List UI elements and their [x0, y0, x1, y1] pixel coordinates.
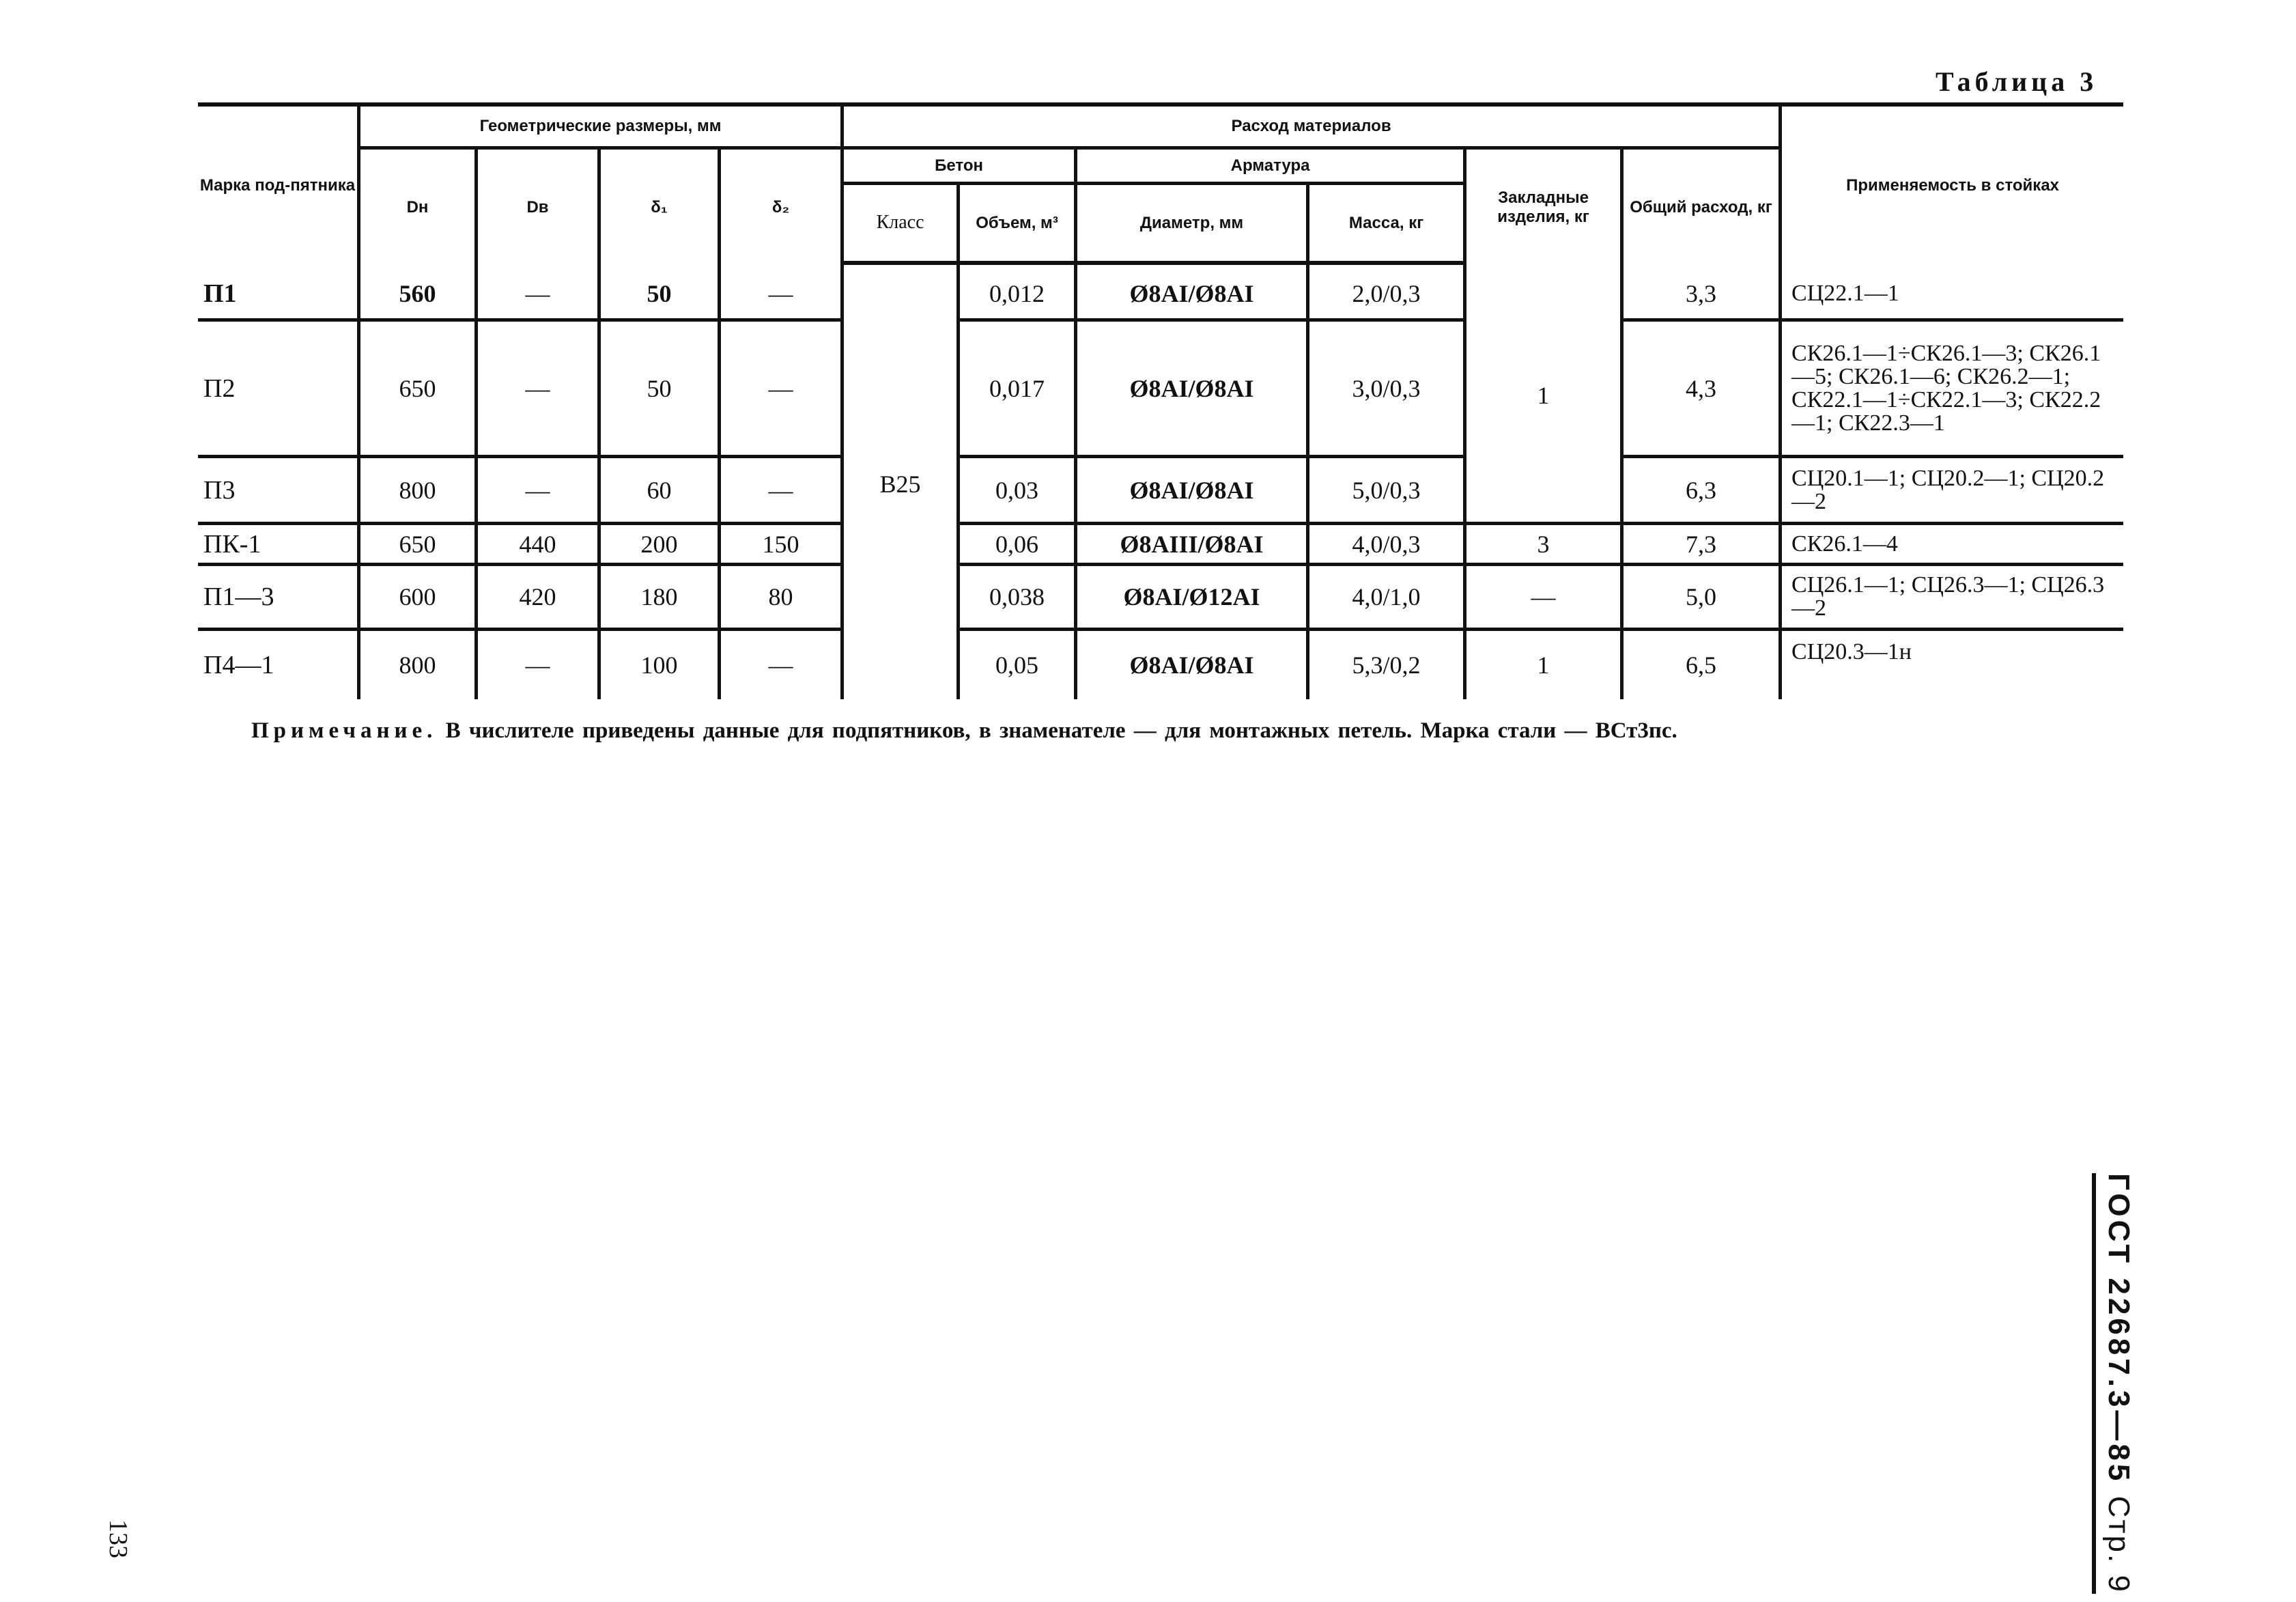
- header-volume: Объем, м³: [960, 185, 1077, 265]
- cell-volume: 0,038: [960, 566, 1077, 631]
- cell-diameter: Ø8AI/Ø8AI: [1077, 268, 1309, 322]
- cell-volume: 0,017: [960, 322, 1077, 458]
- cell-dv: 440: [478, 525, 601, 566]
- materials-table: [198, 102, 2123, 699]
- cell-dn: 650: [360, 525, 478, 566]
- cell-diameter: Ø8AIII/Ø8AI: [1077, 525, 1309, 566]
- cell-mass: 5,3/0,2: [1309, 631, 1466, 699]
- gost-code: ГОСТ 22687.3—85: [2102, 1173, 2136, 1485]
- cell-dn: 560: [360, 268, 478, 322]
- cell-applicability: СЦ20.3—1н: [1791, 639, 1912, 664]
- header-mark: Марка под-пятника: [198, 107, 360, 265]
- cell-volume: 0,012: [960, 268, 1077, 322]
- table-row: [198, 268, 2123, 322]
- cell-concrete-class: B25: [844, 268, 960, 699]
- cell-delta1: 200: [601, 525, 721, 566]
- cell-applicability: СЦ26.1—1; СЦ26.3—1; СЦ26.3—2: [1782, 566, 2123, 631]
- cell-mark: П1: [198, 268, 360, 322]
- header-embedded: Закладные изделия, кг: [1466, 150, 1624, 265]
- cell-dn: 800: [360, 458, 478, 525]
- cell-dv: —: [478, 631, 601, 699]
- note-text: В числителе приведены данные для подпятников, в знаменателе — для монтажных петель. Марка стали — ВСт3пс.: [445, 718, 1677, 743]
- cell-mass: 4,0/1,0: [1309, 566, 1466, 631]
- cell-dn: 650: [360, 322, 478, 458]
- table-title: Таблица 3: [1936, 66, 2098, 97]
- cell-total: 6,5: [1624, 631, 1782, 699]
- cell-volume: 0,05: [960, 631, 1077, 699]
- cell-dn: 800: [360, 631, 478, 699]
- cell-embedded: 3: [1466, 525, 1624, 566]
- header-class: Класс: [844, 185, 960, 265]
- cell-diameter: Ø8AI/Ø8AI: [1077, 458, 1309, 525]
- cell-delta2: 80: [721, 566, 844, 631]
- cell-embedded: 1: [1466, 631, 1624, 699]
- cell-total: 3,3: [1624, 268, 1782, 322]
- header-applicability: Применяемость в стойках: [1846, 176, 2060, 195]
- cell-applicability: СК26.1—1÷СК26.1—3; СК26.1—5; СК26.1—6; СК26.2—1; СК22.1—1÷СК22.1—3; СК22.2—1; СК22.3—1: [1782, 322, 2123, 458]
- cell-embedded: 1: [1466, 268, 1624, 525]
- cell-delta1: 100: [601, 631, 721, 699]
- cell-delta1: 50: [601, 268, 721, 322]
- cell-applicability: СК26.1—4: [1782, 525, 2123, 566]
- table-note: [251, 718, 1958, 744]
- gost-footer: [2092, 1173, 2136, 1594]
- cell-delta2: 150: [721, 525, 844, 566]
- cell-mass: 2,0/0,3: [1309, 268, 1466, 322]
- header-delta2: δ₂: [721, 150, 844, 265]
- cell-mass: 4,0/0,3: [1309, 525, 1466, 566]
- cell-mass: 5,0/0,3: [1309, 458, 1466, 525]
- cell-applicability: СЦ20.1—1; СЦ20.2—1; СЦ20.2—2: [1782, 458, 2123, 525]
- cell-volume: 0,03: [960, 458, 1077, 525]
- cell-mark: П4—1: [198, 631, 360, 699]
- cell-delta2: —: [721, 322, 844, 458]
- cell-delta1: 60: [601, 458, 721, 525]
- cell-diameter: Ø8AI/Ø12AI: [1077, 566, 1309, 631]
- cell-dv: —: [478, 268, 601, 322]
- cell-applicability: СЦ22.1—1: [1782, 268, 2123, 322]
- page-number: 133: [104, 1519, 132, 1558]
- table-row: [198, 566, 2123, 631]
- cell-delta2: —: [721, 268, 844, 322]
- gost-page: Стр. 9: [2102, 1495, 2136, 1594]
- table-row: [198, 631, 2123, 699]
- header-concrete: Бетон: [844, 150, 1077, 185]
- header-mass: Масса, кг: [1309, 185, 1466, 265]
- cell-volume: 0,06: [960, 525, 1077, 566]
- cell-embedded: —: [1466, 566, 1624, 631]
- cell-mark: П1—3: [198, 566, 360, 631]
- cell-delta1: 180: [601, 566, 721, 631]
- table-row: [198, 525, 2123, 566]
- header-geometric: Геометрические размеры, мм: [360, 107, 844, 150]
- cell-mass: 3,0/0,3: [1309, 322, 1466, 458]
- cell-delta2: —: [721, 631, 844, 699]
- cell-delta1: 50: [601, 322, 721, 458]
- header-diameter: Диаметр, мм: [1077, 185, 1309, 265]
- cell-dv: —: [478, 322, 601, 458]
- cell-diameter: Ø8AI/Ø8AI: [1077, 631, 1309, 699]
- header-materials: Расход материалов: [844, 107, 1782, 150]
- cell-dn: 600: [360, 566, 478, 631]
- header-dv: Dв: [478, 150, 601, 265]
- header-rebar: Арматура: [1077, 150, 1466, 185]
- table-row: [198, 322, 2123, 458]
- cell-dv: 420: [478, 566, 601, 631]
- cell-total: 4,3: [1624, 322, 1782, 458]
- cell-mark: П2: [198, 322, 360, 458]
- cell-total: 5,0: [1624, 566, 1782, 631]
- cell-total: 6,3: [1624, 458, 1782, 525]
- cell-dv: —: [478, 458, 601, 525]
- cell-total: 7,3: [1624, 525, 1782, 566]
- note-lead: Примечание.: [251, 718, 438, 743]
- cell-mark: П3: [198, 458, 360, 525]
- cell-mark: ПК-1: [198, 525, 360, 566]
- header-total: Общий расход, кг: [1624, 150, 1782, 265]
- cell-delta2: —: [721, 458, 844, 525]
- header-delta1: δ₁: [601, 150, 721, 265]
- cell-diameter: Ø8AI/Ø8AI: [1077, 322, 1309, 458]
- table-row: [198, 458, 2123, 525]
- header-dn: Dн: [360, 150, 478, 265]
